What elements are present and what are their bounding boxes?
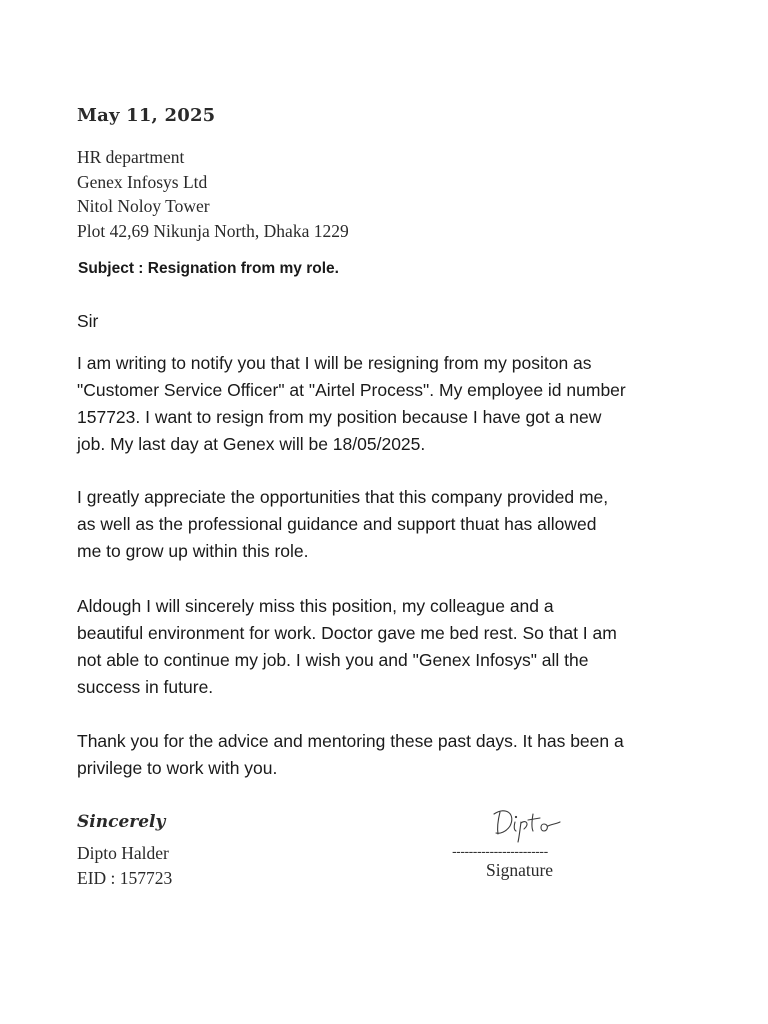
paragraph-appreciation xyxy=(77,484,717,565)
paragraph-thanks xyxy=(77,728,717,782)
recipient-line: HR department xyxy=(77,147,185,167)
sender-name: Dipto Halder xyxy=(77,843,169,863)
paragraph-line: 157723. I want to resign from my position because I have got a new xyxy=(77,407,602,427)
letter-subject: Subject : Resignation from my role. xyxy=(78,260,339,277)
paragraph-line: I greatly appreciate the opportunities that this company provided me, xyxy=(77,487,609,507)
paragraph-line: "Customer Service Officer" at "Airtel Process". My employee id number xyxy=(77,380,626,400)
paragraph-line: beautiful environment for work. Doctor gave me bed rest. So that I am xyxy=(77,623,617,643)
paragraph-line: Thank you for the advice and mentoring these past days. It has been a xyxy=(77,731,624,751)
handwritten-signature xyxy=(488,800,568,844)
closing-phrase: Sincerely xyxy=(77,812,166,832)
paragraph-line: Aldough I will sincerely miss this position, my colleague and a xyxy=(77,596,554,616)
paragraph-line: I am writing to notify you that I will be resigning from my positon as xyxy=(77,353,592,373)
sender-eid: EID : 157723 xyxy=(77,867,173,888)
paragraph-line: as well as the professional guidance and support thuat has allowed xyxy=(77,514,597,534)
signature-label: Signature xyxy=(486,860,554,880)
signature-line: ----------------------- xyxy=(452,843,548,859)
letter-date: May 11, 2025 xyxy=(77,105,216,126)
recipient-line: Plot 42,69 Nikunja North, Dhaka 1229 xyxy=(77,220,349,241)
recipient-address xyxy=(77,145,349,243)
salutation: Sir xyxy=(77,311,99,331)
paragraph-line: success in future. xyxy=(77,677,214,697)
paragraph-resignation-notice xyxy=(77,350,717,458)
paragraph-line: not able to continue my job. I wish you and "Genex Infosys" all the xyxy=(77,650,589,670)
recipient-line: Genex Infosys Ltd xyxy=(77,171,208,192)
paragraph-line: job. My last day at Genex will be 18/05/2025. xyxy=(77,434,426,454)
recipient-line: Nitol Noloy Tower xyxy=(77,196,210,216)
sender-block xyxy=(77,841,172,890)
paragraph-reason xyxy=(77,593,717,701)
paragraph-line: me to grow up within this role. xyxy=(77,541,309,561)
paragraph-line: privilege to work with you. xyxy=(77,758,278,778)
